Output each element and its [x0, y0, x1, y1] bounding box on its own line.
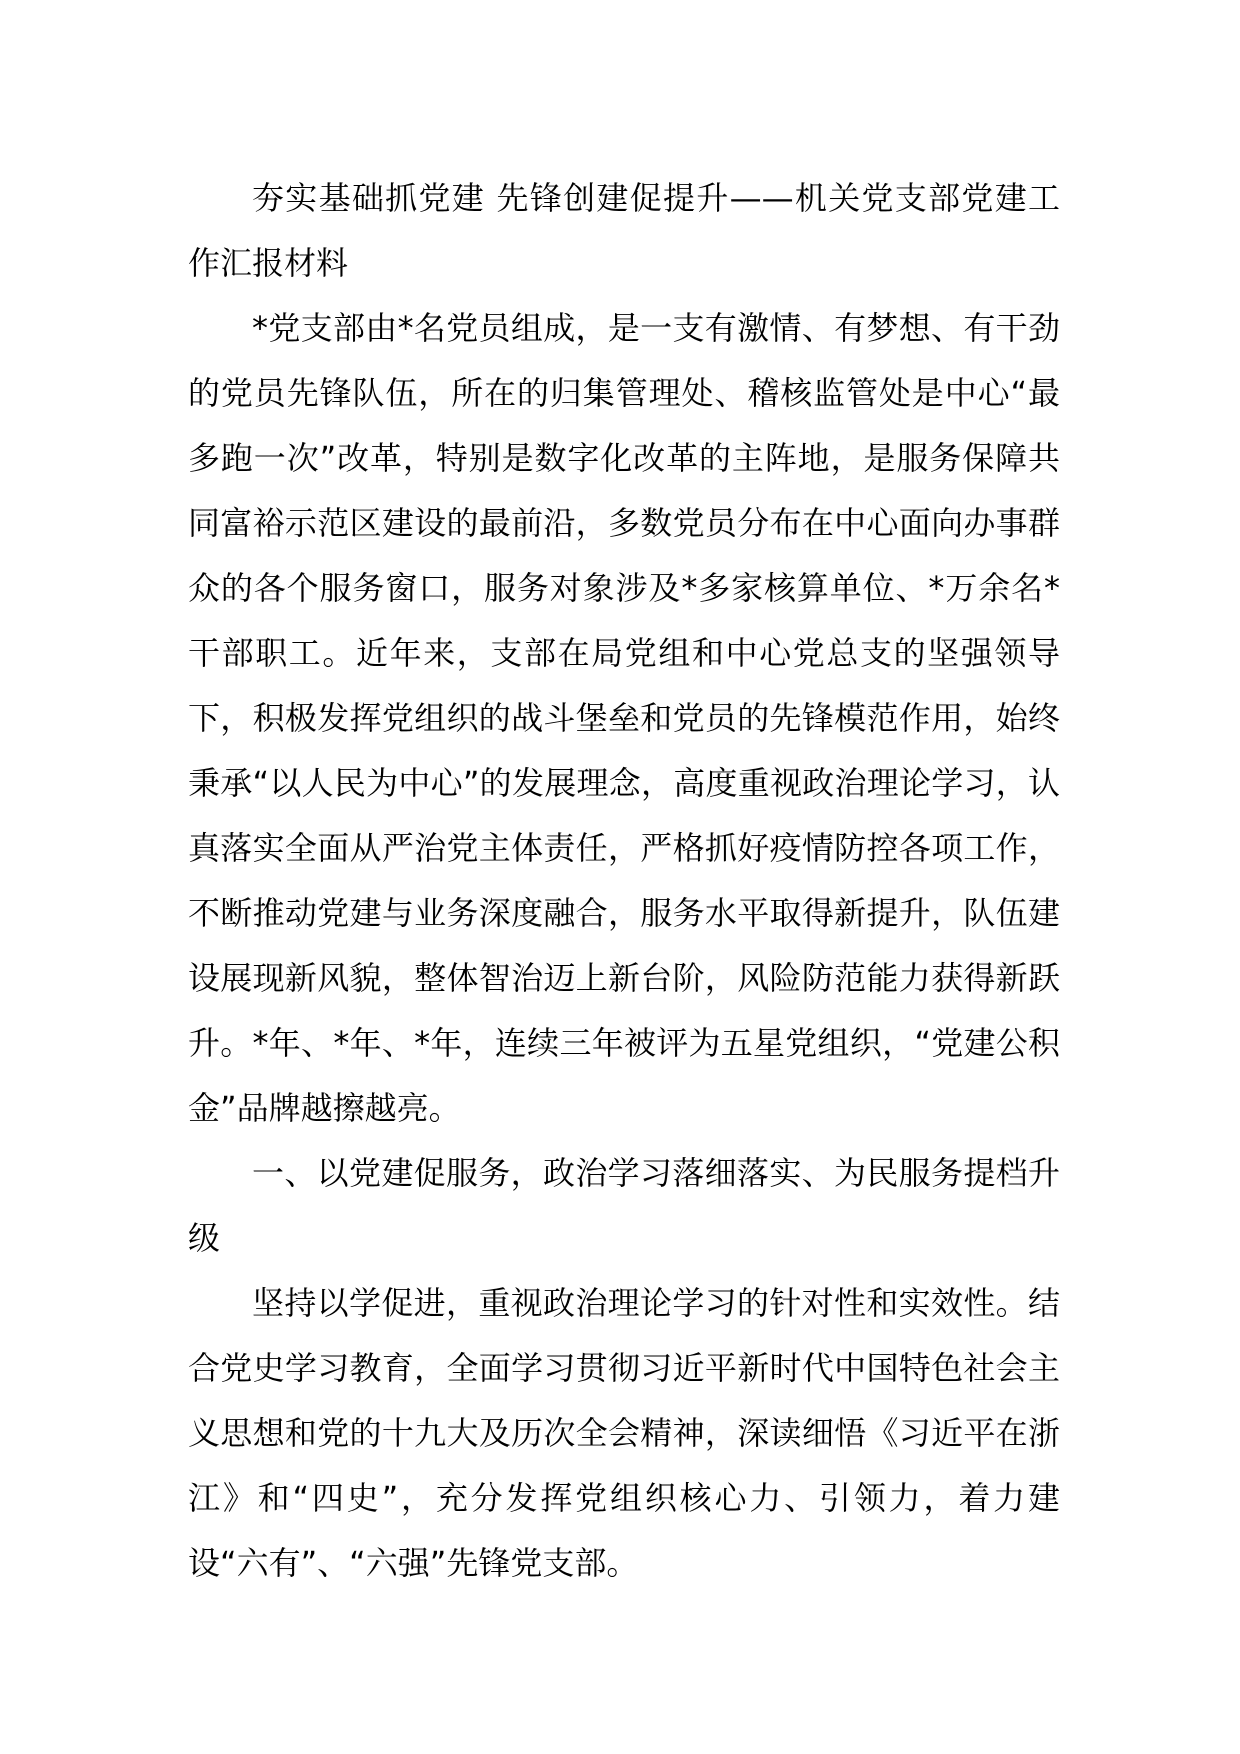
- section-heading: 一、以党建促服务，政治学习落细落实、为民服务提档升级: [188, 1154, 1060, 1257]
- document-body: [188, 166, 1060, 1596]
- intro-paragraph: *党支部由*名党员组成，是一支有激情、有梦想、有干劲的党员先锋队伍，所在的归集管理处、稽核监管处是中心“最多跑一次”改革，特别是数字化改革的主阵地，是服务保障共同富裕示范区建设的最前沿，多数党员分布在中心面向办事群众的各个服务窗口，服务对象涉及*多家核算单位、*万余名*干部职工。近年来，支部在局党组和中心党总支的坚强领导下，积极发挥党组织的战斗堡垒和党员的先锋模范作用，始终秉承“以人民为中心”的发展理念，高度重视政治理论学习，认真落实全面从严治党主体责任，严格抓好疫情防控各项工作，不断推动党建与业务深度融合，服务水平取得新提升，队伍建设展现新风貌，整体智治迈上新台阶，风险防范能力获得新跃升。*年、*年、*年，连续三年被评为五星党组织，“党建公积金”品牌越擦越亮。: [188, 309, 1060, 1127]
- document-title: 夯实基础抓党建 先锋创建促提升——机关党支部党建工作汇报材料: [188, 179, 1060, 282]
- section-paragraph: 坚持以学促进，重视政治理论学习的针对性和实效性。结合党史学习教育，全面学习贯彻习近平新时代中国特色社会主义思想和党的十九大及历次全会精神，深读细悟《习近平在浙江》和“四史”，充分发挥党组织核心力、引领力，着力建设“六有”、“六强”先锋党支部。: [188, 1284, 1060, 1582]
